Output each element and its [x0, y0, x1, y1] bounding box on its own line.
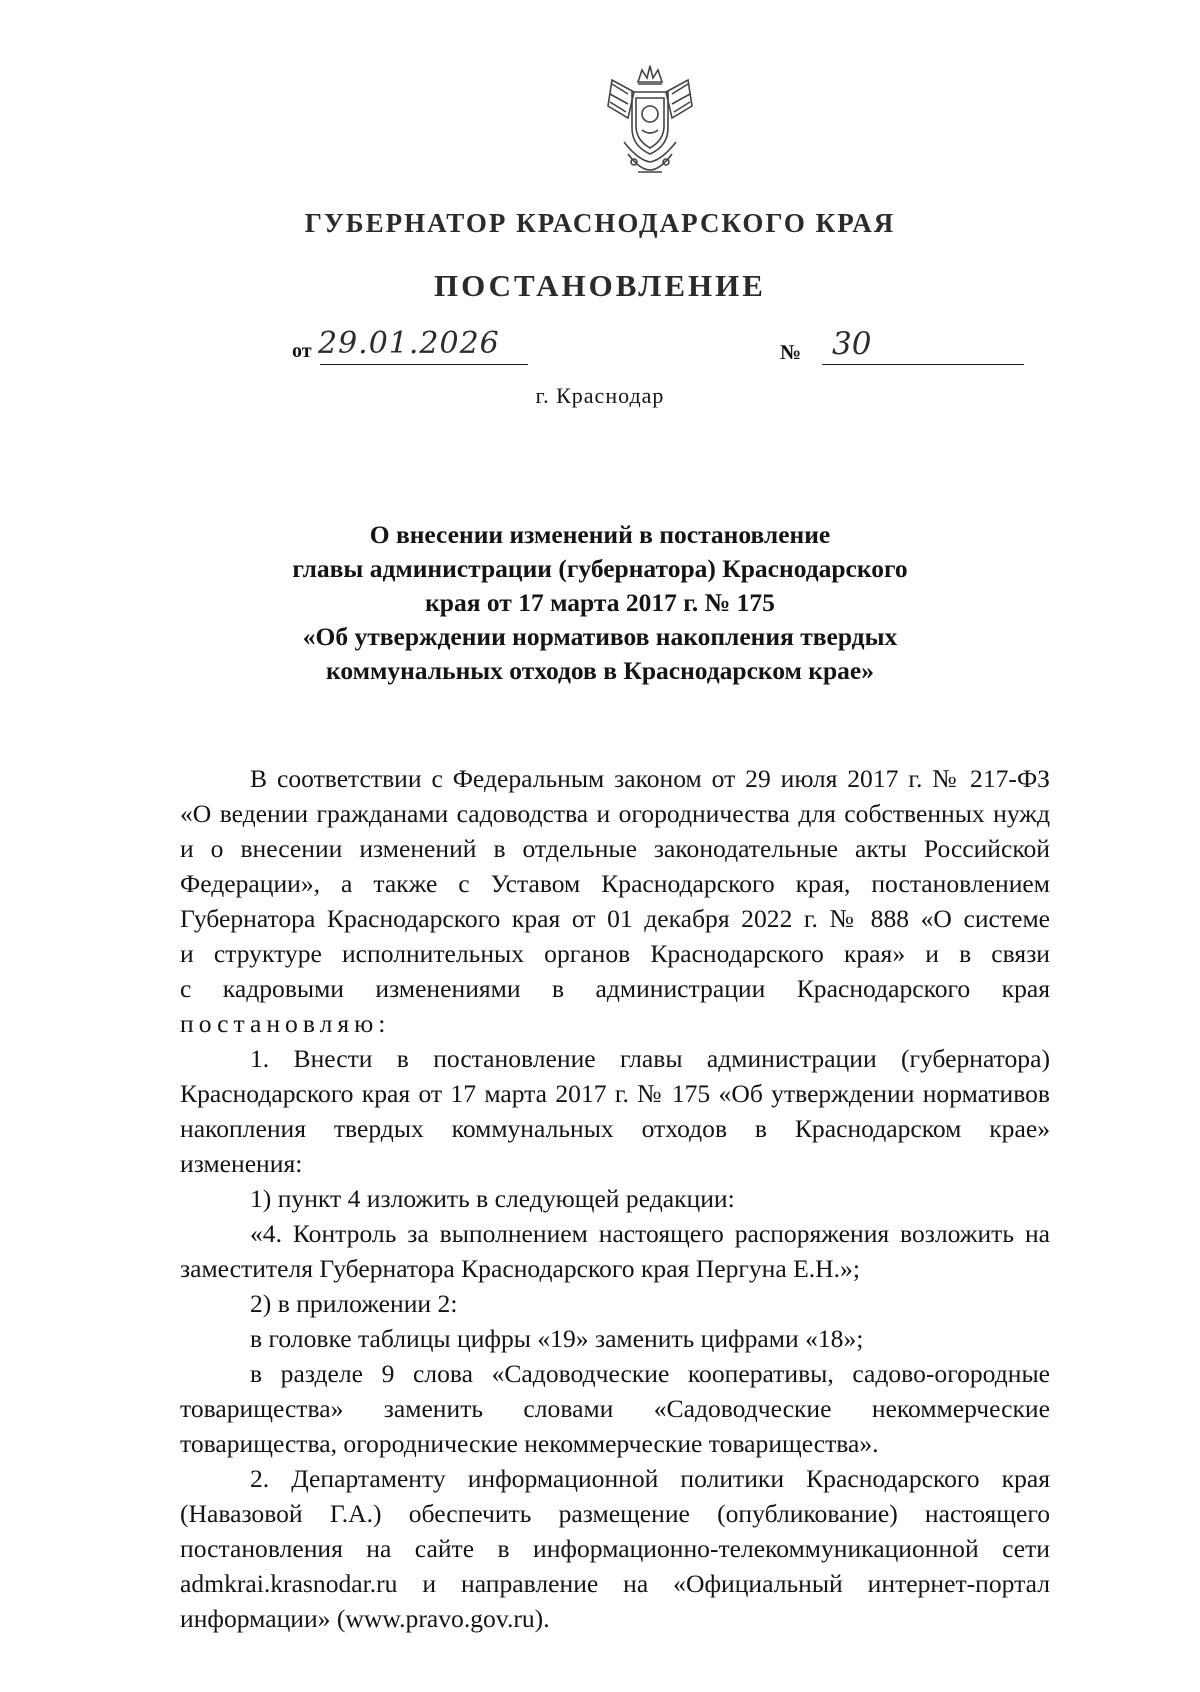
heading-line: края от 17 марта 2017 г. № 175 — [425, 588, 775, 617]
body-line: товарищества, огороднические некоммерческие товарищества». — [180, 1429, 879, 1458]
number-underline — [822, 364, 1024, 365]
heading-line: коммунальных отходов в Краснодарском крае» — [326, 656, 874, 685]
body-line: в головке таблицы цифры «19» заменить цифрами «18»; — [250, 1324, 864, 1353]
body-line: в разделе 9 слова «Садоводческие кооперативы, садово-огородные — [250, 1359, 1050, 1388]
heading-line: главы администрации (губернатора) Краснодарского — [292, 554, 908, 583]
issuer-title: ГУБЕРНАТОР КРАСНОДАРСКОГО КРАЯ — [304, 208, 896, 238]
body-line: информации» (www.pravo.gov.ru). — [180, 1604, 550, 1633]
number-prefix: № — [780, 340, 802, 364]
body-line: товарищества» заменить словами «Садоводческие некоммерческие — [180, 1394, 1050, 1423]
date-prefix: от — [292, 340, 312, 362]
heading-line: О внесении изменений в постановление — [369, 520, 831, 549]
document-type: ПОСТАНОВЛЕНИЕ — [434, 268, 766, 303]
body-line: В соответствии с Федеральным законом от 29 июля 2017 г. № 217-ФЗ — [250, 764, 1050, 793]
body-line: и о внесении изменений в отдельные законодательные акты Российской — [180, 834, 1050, 863]
body-line: «4. Контроль за выполнением настоящего распоряжения возложить на — [250, 1219, 1050, 1248]
body-line: Краснодарского края от 17 марта 2017 г. № 175 «Об утверждении нормативов — [180, 1079, 1050, 1108]
city-line: г. Краснодар — [535, 383, 665, 408]
body-line: (Навазовой Г.А.) обеспечить размещение (опубликование) настоящего — [180, 1499, 1050, 1528]
body-line-decree-word: постановляю: — [180, 1009, 391, 1038]
handwritten-number: 30 — [832, 326, 872, 362]
body-line: Губернатора Краснодарского края от 01 декабря 2022 г. № 888 «О системе — [180, 904, 1050, 933]
body-line: накопления твердых коммунальных отходов в Краснодарском крае» — [180, 1114, 1050, 1143]
body-line: «О ведении гражданами садоводства и огородничества для собственных нужд — [180, 799, 1050, 828]
body-line: 1. Внести в постановление главы администрации (губернатора) — [250, 1044, 1050, 1073]
body-line: Федерации», а также с Уставом Краснодарского края, постановлением — [180, 869, 1050, 898]
date-underline — [320, 364, 528, 365]
body-line: 2. Департаменту информационной политики Краснодарского края — [250, 1464, 1050, 1493]
document-body — [180, 761, 1050, 1636]
document-heading — [150, 518, 1050, 688]
body-line: 1) пункт 4 изложить в следующей редакции: — [250, 1184, 735, 1213]
handwritten-date: 29.01.2026 — [318, 326, 500, 361]
heading-line: «Об утверждении нормативов накопления твердых — [302, 622, 898, 651]
body-line: admkrai.krasnodar.ru и направление на «Официальный интернет-портал — [180, 1569, 1050, 1598]
coat-of-arms-emblem — [598, 62, 702, 184]
body-line: постановления на сайте в информационно-телекоммуникационной сети — [180, 1534, 1050, 1563]
body-line: и структуре исполнительных органов Краснодарского края» и в связи — [180, 939, 1050, 968]
body-line: 2) в приложении 2: — [250, 1289, 458, 1318]
body-line: заместителя Губернатора Краснодарского края Пергуна Е.Н.»; — [180, 1254, 860, 1283]
body-line: изменения: — [180, 1149, 303, 1178]
body-line: с кадровыми изменениями в администрации Краснодарского края — [180, 974, 1050, 1003]
